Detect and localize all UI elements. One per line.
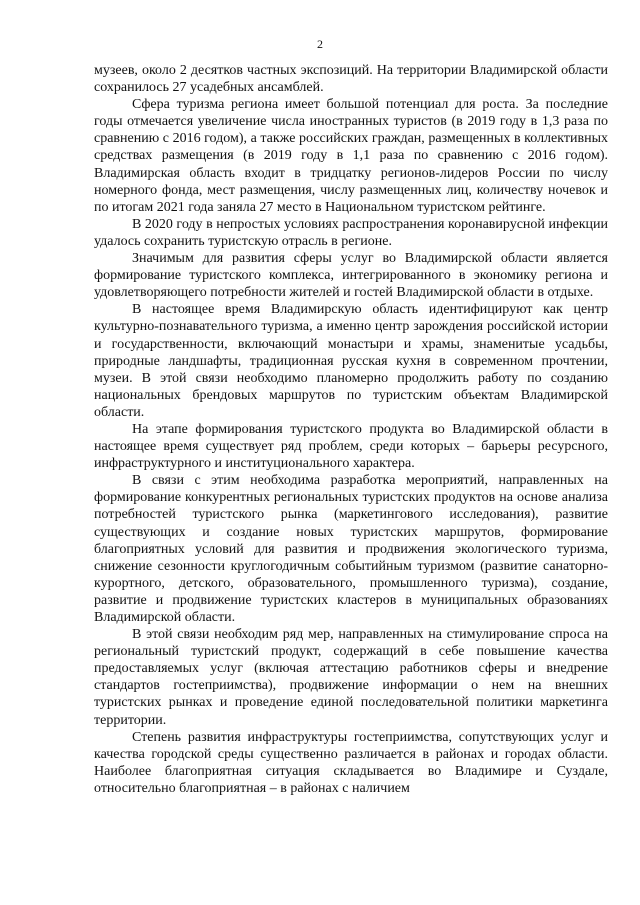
paragraph-2020-pandemic: В 2020 году в непростых условиях распространения коронавирусной инфекции удалось сохранить туристскую отрасль в регионе. <box>94 216 608 249</box>
paragraph-demand-stimulation: В этой связи необходим ряд мер, направленных на стимулирование спроса на региональный туристский продукт, содержащий в себе повышение качества предоставляемых услуг (включая аттестацию работников сферы и внедрение стандартов гостеприимства), продвижение информации о нем на внешних туристских рынках и проведение единой последовательной политики маркетинга территории. <box>94 627 608 728</box>
paragraph-measures-development: В связи с этим необходима разработка мероприятий, направленных на формирование конкурентных региональных туристских продуктов на основе анализа потребностей туристского рынка (маркетингового исследования), развитие существующих и создание новых туристских маршрутов, формирование благоприятных условий для развития и продвижения экологического туризма, снижение сезонности круглогодичным событийным туризмом (развитие санаторно-курортного, детского, образовательного, промышленного туризма), создание, развитие и продвижение туристских кластеров в муниципальных образованиях Владимирской области. <box>94 473 608 625</box>
paragraph-problems: На этапе формирования туристского продукта во Владимирской области в настоящее время существует ряд проблем, среди которых – барьеры ресурсного, инфраструктурного и институционального характера. <box>94 421 608 472</box>
paragraph-infrastructure: Степень развития инфраструктуры гостеприимства, сопутствующих услуг и качества городской среды существенно различается в районах и городах области. Наиболее благоприятная ситуация складывается во Владимире и Суздале, относительно благоприятная – в районах с наличием <box>94 729 608 796</box>
paragraph-tourism-potential: Сфера туризма региона имеет большой потенциал для роста. За последние годы отмечается увеличение числа иностранных туристов (в 2019 году в 1,3 раза по сравнению с 2016 годом), а также российских граждан, размещенных в коллективных средствах размещения (в 2019 году в 1,1 раза по сравнению с 2016 годом). Владимирская область входит в тридцатку регионов-лидеров России по числу номерного фонда, мест размещения, числу размещенных лиц, количеству ночевок и по итогам 2021 года заняла 27 место в Национальном туристском рейтинге. <box>94 97 608 215</box>
page-number: 2 <box>317 37 323 51</box>
paragraph-cultural-center: В настоящее время Владимирскую область идентифицируют как центр культурно-познавательного туризма, а именно центр зарождения российской истории и государственности, включающий монастыри и храмы, знаменитые усадьбы, природные ландшафты, традиционная русская кухня в современном прочтении, музеи. В этой связи необходимо планомерно продолжить работу по созданию национальных брендовых маршрутов по туристским объектам Владимирской области. <box>94 302 608 420</box>
document-body <box>94 62 608 797</box>
paragraph-museums-continued: музеев, около 2 десятков частных экспозиций. На территории Владимирской области сохранилось 27 усадебных ансамблей. <box>94 63 608 96</box>
paragraph-tourism-complex: Значимым для развития сферы услуг во Владимирской области является формирование туристского комплекса, интегрированного в экономику региона и удовлетворяющего потребности жителей и гостей Владимирской области в отдыхе. <box>94 251 608 301</box>
